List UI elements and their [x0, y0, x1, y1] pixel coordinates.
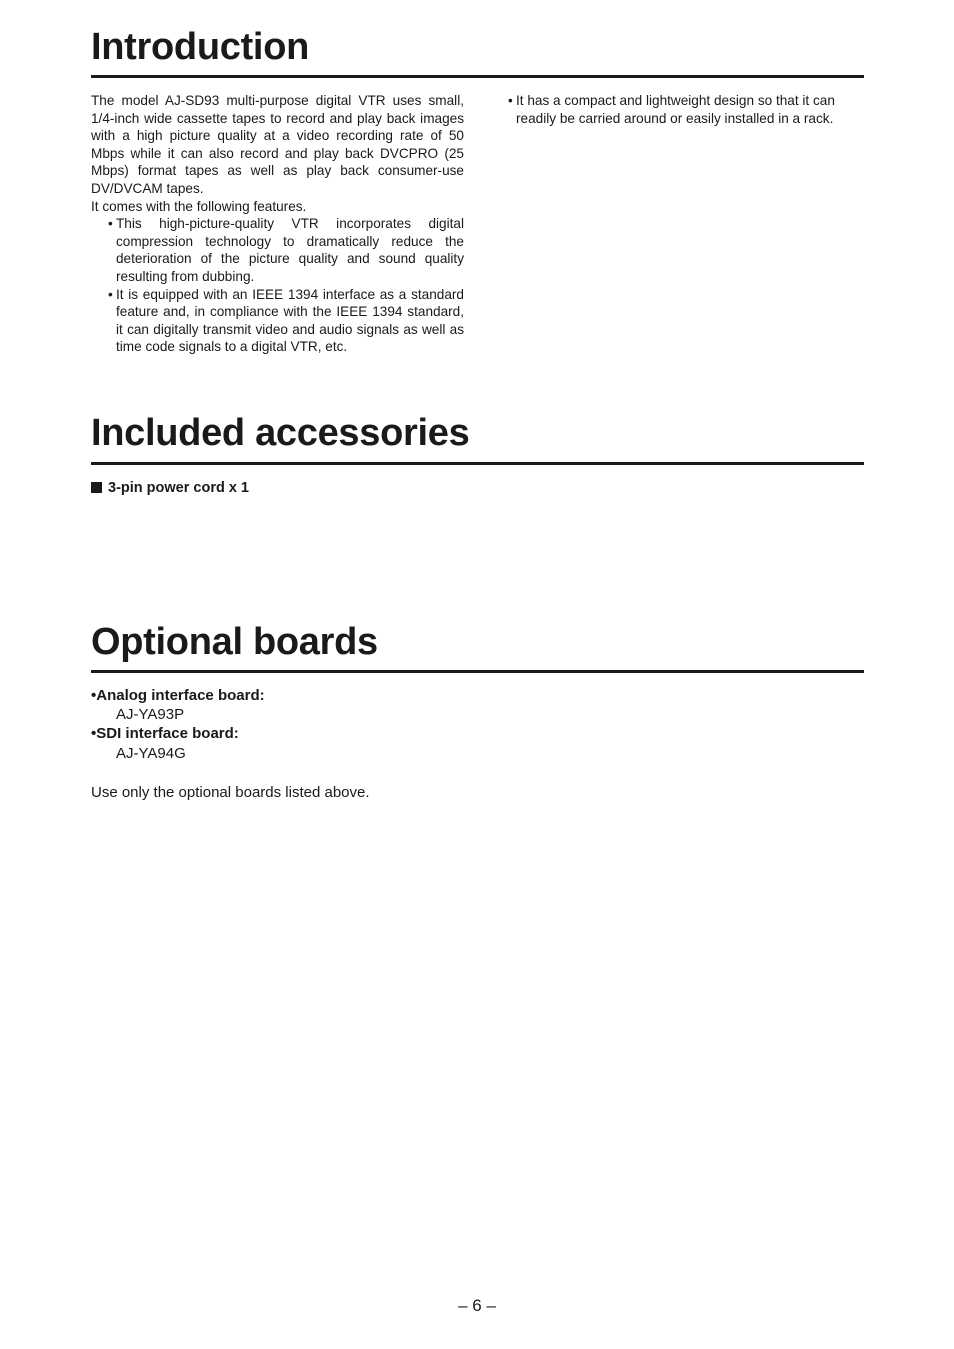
bullet-dot: •	[108, 216, 113, 232]
bullet-dot: •	[108, 286, 113, 302]
features-lead-in: It comes with the following features.	[91, 198, 307, 214]
board-label: •Analog interface board:	[91, 687, 265, 704]
introduction-title: Introduction	[91, 26, 310, 68]
optional-boards-list	[91, 686, 265, 763]
feature-text: This high-picture-quality VTR incorporates digital compression technology to dramatically reduce the deterioration of the picture quality and sound quality resulting from dubbing.	[116, 216, 464, 284]
introduction-paragraph: The model AJ-SD93 multi-purpose digital VTR uses small, 1/4-inch wide cassette tapes to record and play back images with a high picture quality at a video recording rate of 50 Mbps while it can also record and play back DVCPRO (25 Mbps) format tapes as well as play back consumer-use DV/DVCAM tapes.	[91, 93, 464, 196]
introduction-left-column	[91, 92, 464, 356]
square-bullet-icon	[91, 482, 102, 493]
board-model: AJ-YA94G	[116, 744, 186, 762]
feature-item	[91, 215, 464, 285]
accessory-item	[91, 479, 249, 497]
page-number: – 6 –	[458, 1296, 496, 1315]
feature-item	[91, 286, 464, 356]
optional-boards-note: Use only the optional boards listed above.	[91, 784, 370, 801]
board-model: AJ-YA93P	[116, 706, 185, 724]
optional-boards-title: Optional boards	[91, 621, 378, 663]
board-label: •SDI interface board:	[91, 725, 239, 743]
feature-text: It has a compact and lightweight design so that it can readily be carried around or easily installed in a rack.	[516, 93, 835, 126]
introduction-right-column	[508, 92, 864, 127]
optional-boards-rule	[91, 670, 864, 673]
feature-text: It is equipped with an IEEE 1394 interface as a standard feature and, in compliance with the IEEE 1394 standard, it can digitally transmit video and audio signals as well as time code signals to a digital VTR, etc.	[116, 286, 464, 355]
feature-item	[508, 92, 864, 127]
introduction-rule	[91, 75, 864, 78]
accessory-text: 3-pin power cord x 1	[108, 480, 249, 496]
accessories-rule	[91, 462, 864, 465]
bullet-dot: •	[508, 93, 513, 108]
accessories-title: Included accessories	[91, 412, 470, 454]
